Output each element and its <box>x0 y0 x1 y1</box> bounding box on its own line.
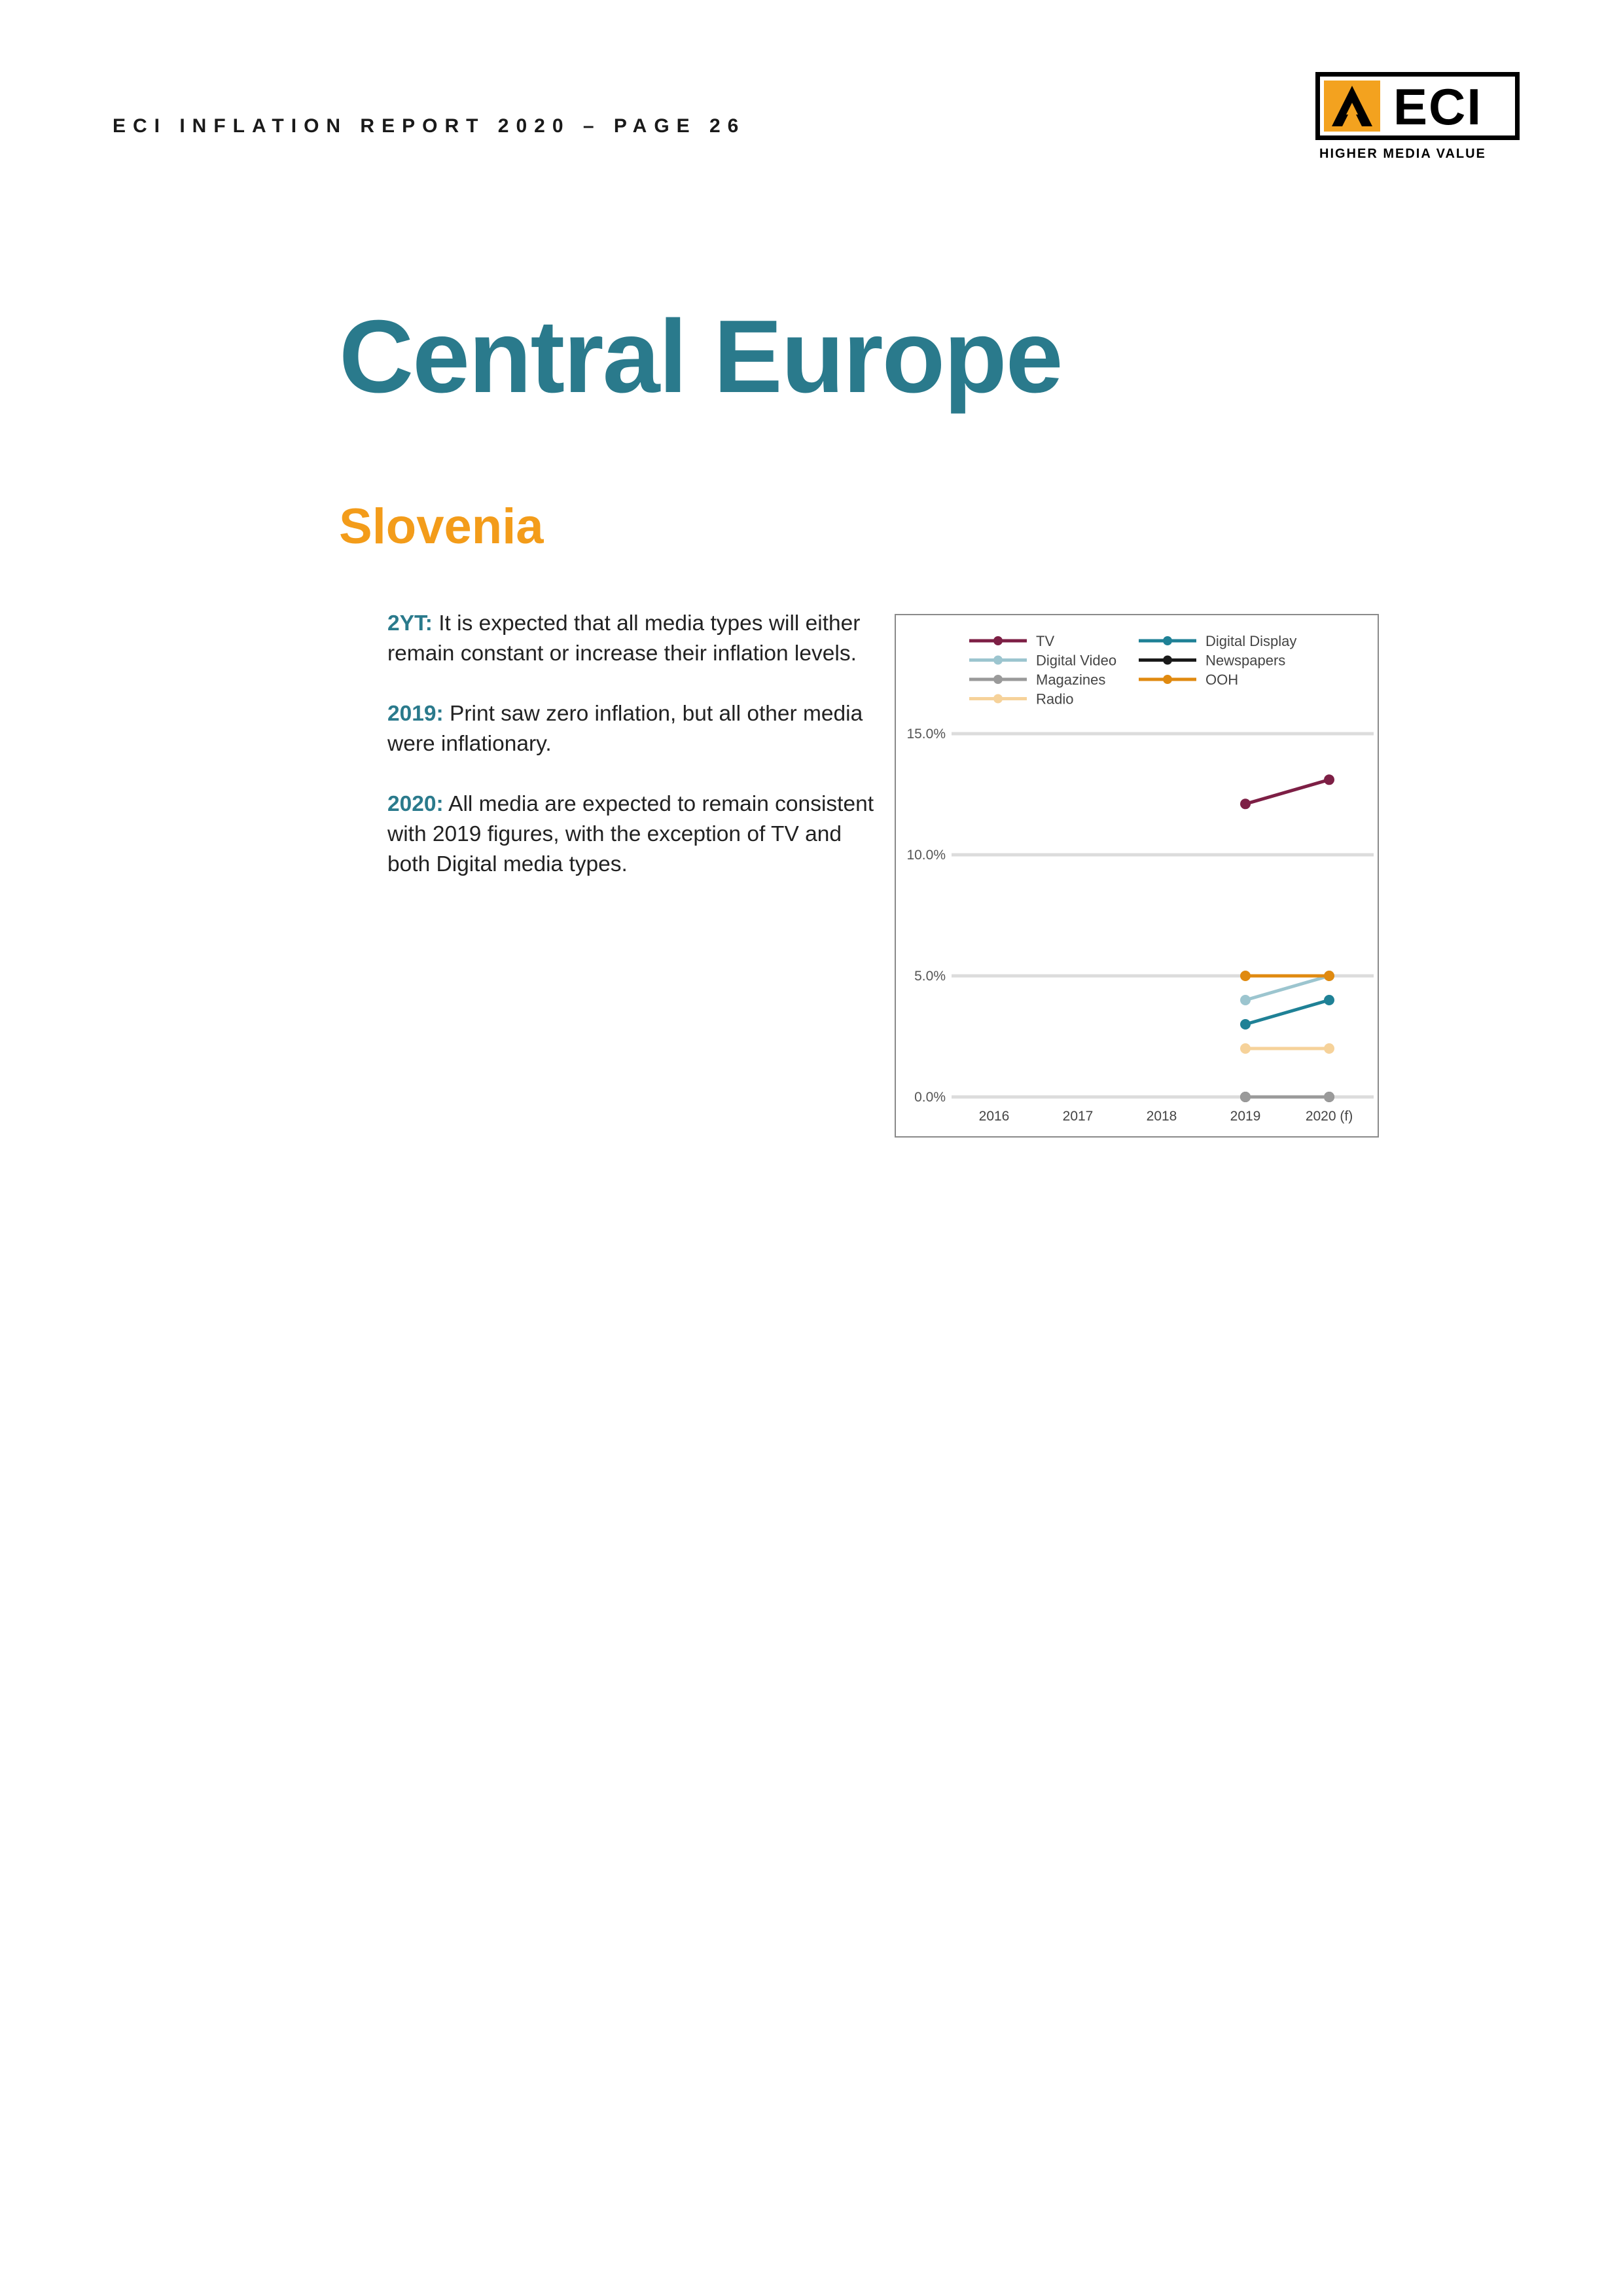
logo-box <box>1315 72 1520 140</box>
legend-marker <box>993 656 1003 665</box>
data-point <box>1324 1043 1334 1054</box>
data-point <box>1324 774 1334 785</box>
legend-label: Newspapers <box>1205 652 1286 669</box>
data-point <box>1240 1092 1251 1102</box>
y-tick-label: 5.0% <box>914 969 946 984</box>
legend-marker <box>993 694 1003 704</box>
logo-tagline: HIGHER MEDIA VALUE <box>1319 147 1486 161</box>
series-line <box>1245 976 1329 1000</box>
data-point <box>1240 1019 1251 1030</box>
x-tick-label: 2020 (f) <box>1305 1109 1353 1124</box>
legend-marker <box>993 636 1003 645</box>
data-point <box>1324 995 1334 1005</box>
paragraph-2yt <box>387 609 885 669</box>
data-point <box>1240 995 1251 1005</box>
data-point <box>1240 798 1251 809</box>
y-tick-label: 10.0% <box>906 848 946 863</box>
x-tick-label: 2016 <box>978 1109 1010 1124</box>
legend-marker <box>1163 636 1172 645</box>
paragraph-lead: 2019: <box>387 702 444 726</box>
legend-marker <box>993 675 1003 684</box>
paragraph-lead: 2YT: <box>387 611 433 636</box>
section-title: Slovenia <box>339 499 544 554</box>
body-text <box>387 609 885 910</box>
data-point <box>1324 971 1334 981</box>
x-tick-label: 2019 <box>1230 1109 1261 1124</box>
legend-label: Digital Display <box>1205 633 1297 649</box>
eci-logo <box>1315 72 1529 167</box>
paragraph-text: All media are expected to remain consistent with 2019 figures, with the exception of TV and both Digital media types. <box>387 792 874 876</box>
y-tick-label: 15.0% <box>906 726 946 742</box>
y-tick-label: 0.0% <box>914 1090 946 1105</box>
report-header: ECI INFLATION REPORT 2020 – PAGE 26 <box>113 115 746 137</box>
legend-label: Magazines <box>1036 672 1106 688</box>
legend-label: TV <box>1036 633 1055 649</box>
legend-label: OOH <box>1205 672 1239 688</box>
legend-marker <box>1163 675 1172 684</box>
series-line <box>1245 1000 1329 1024</box>
legend-marker <box>1163 656 1172 665</box>
paragraph-2020 <box>387 789 885 880</box>
data-point <box>1324 1092 1334 1102</box>
logo-arrow-icon <box>1324 81 1380 132</box>
data-point <box>1240 1043 1251 1054</box>
paragraph-text: It is expected that all media types will either remain constant or increase their inflation levels. <box>387 611 861 666</box>
x-tick-label: 2017 <box>1062 1109 1094 1124</box>
logo-letters: ECI <box>1393 78 1483 135</box>
legend-label: Radio <box>1036 691 1074 708</box>
paragraph-lead: 2020: <box>387 792 444 816</box>
series-line <box>1245 780 1329 804</box>
legend-label: Digital Video <box>1036 652 1117 669</box>
page-title: Central Europe <box>339 299 1062 414</box>
chart-svg <box>896 615 1378 1136</box>
x-tick-label: 2018 <box>1146 1109 1177 1124</box>
inflation-chart <box>895 614 1379 1138</box>
data-point <box>1240 971 1251 981</box>
paragraph-2019 <box>387 699 885 759</box>
paragraph-text: Print saw zero inflation, but all other media were inflationary. <box>387 702 863 756</box>
